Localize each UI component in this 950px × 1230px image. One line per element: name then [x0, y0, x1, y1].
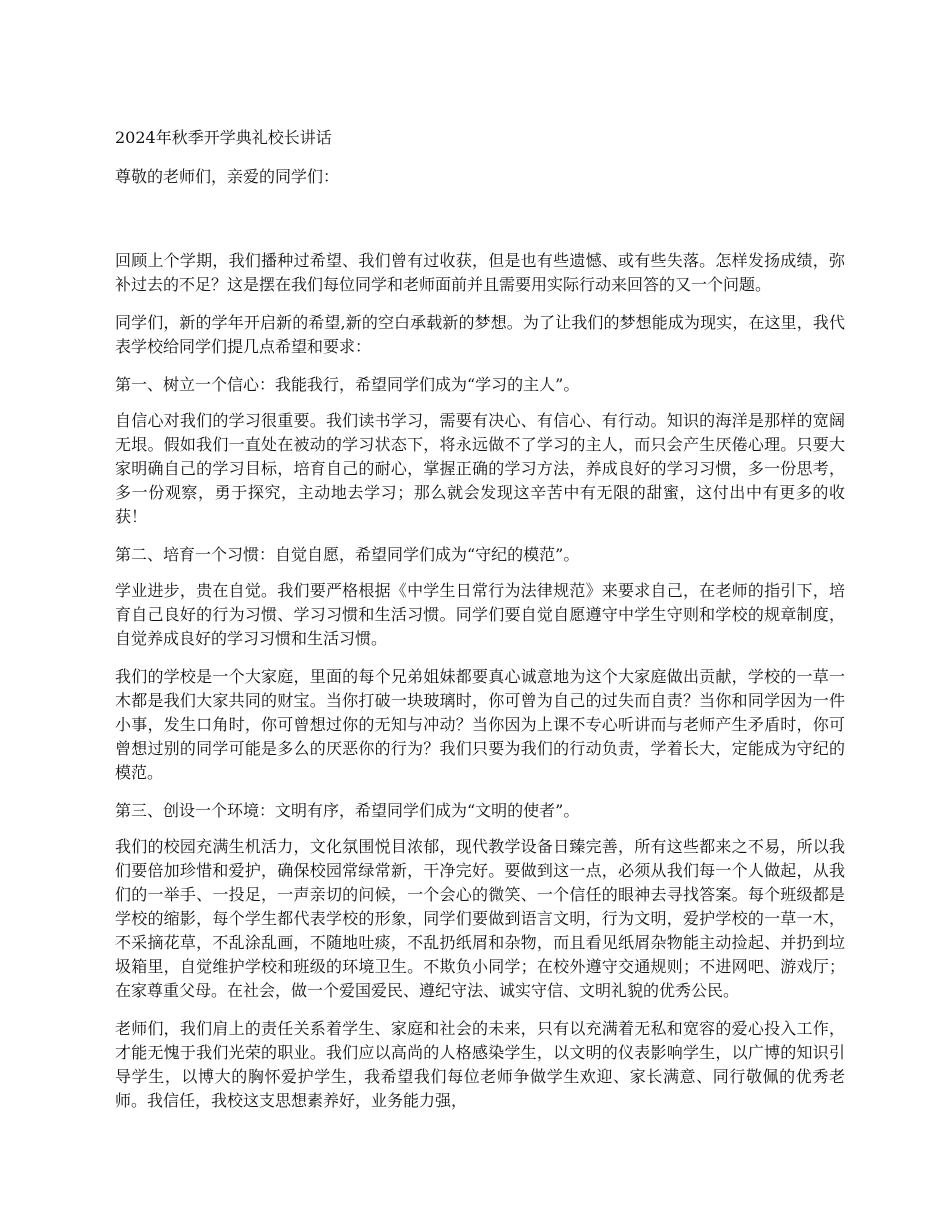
heading-point-two: 第二、培育一个习惯：自觉自愿，希望同学们成为“守纪的模范”。	[115, 545, 580, 564]
paragraph-confidence: 自信心对我们的学习很重要。我们读书学习，需要有决心、有信心、有行动。知识的海洋是那样的宽阔无垠。假如我们一直处在被动的学习状态下，将永远做不了学习的主人，而只会产生厌倦心理。只要大家明确自己的学习目标，培育自己的耐心，掌握正确的学习方法，养成良好的学习习惯，多一份思考，多一份观察，勇于探究，主动地去学习；那么就会发现这辛苦中有无限的甜蜜，这付出中有更多的收获！	[115, 411, 845, 526]
paragraph-self-discipline: 学业进步，贵在自觉。我们要严格根据《中学生日常行为法律规范》来要求自己，在老师的指引下，培育自己良好的行为习惯、学习习惯和生活习惯。同学们要自觉自愿遵守中学生守则和学校的规章制度，自觉养成良好的学习习惯和生活习惯。	[115, 581, 845, 648]
paragraph-review: 回顾上个学期，我们播种过希望、我们曾有过收获，但是也有些遗憾、或有些失落。怎样发扬成绩，弥补过去的不足？这是摆在我们每位同学和老师面前并且需要用实际行动来回答的又一个问题。	[115, 251, 845, 294]
paragraph-school-family: 我们的学校是一个大家庭，里面的每个兄弟姐妹都要真心诚意地为这个大家庭做出贡献，学校的一草一木都是我们大家共同的财宝。当你打破一块玻璃时，你可曾为自己的过失而自责？当你和同学因为一件小事，发生口角时，你可曾想过你的无知与冲动？当你因为上课不专心听讲而与老师产生矛盾时，你可曾想过别的同学可能是多么的厌恶你的行为？我们只要为我们的行动负责，学着长大，定能成为守纪的模范。	[115, 667, 845, 782]
paragraph-teachers: 老师们，我们肩上的责任关系着学生、家庭和社会的未来，只有以充满着无私和宽容的爱心投入工作，才能无愧于我们光荣的职业。我们应以高尚的人格感染学生，以文明的仪表影响学生，以广博的知识引导学生，以博大的胸怀爱护学生，我希望我们每位老师争做学生欢迎、家长满意、同行敬佩的优秀老师。我信任，我校这支思想素养好，业务能力强，	[115, 1019, 845, 1110]
heading-point-three: 第三、创设一个环境：文明有序，希望同学们成为“文明的使者”。	[115, 801, 580, 820]
document-page	[115, 126, 845, 1127]
paragraph-new-year: 同学们，新的学年开启新的希望,新的空白承载新的梦想。为了让我们的梦想能成为现实，在这里，我代表学校给同学们提几点希望和要求：	[115, 313, 845, 356]
paragraph-environment: 我们的校园充满生机活力，文化氛围悦目浓郁，现代教学设备日臻完善，所有这些都来之不易，所以我们要倍加珍惜和爱护，确保校园常绿常新，干净完好。要做到这一点，必须从我们每一个人做起，从我们的一举手、一投足，一声亲切的问候，一个会心的微笑、一个信任的眼神去寻找答案。每个班级都是学校的缩影，每个学生都代表学校的形象，同学们要做到语言文明，行为文明，爱护学校的一草一木，不采摘花草，不乱涂乱画，不随地吐痰，不乱扔纸屑和杂物，而且看见纸屑杂物能主动捡起、并扔到垃圾箱里，自觉维护学校和班级的环境卫生。不欺负小同学；在校外遵守交通规则；不进网吧、游戏厅；在家尊重父母。在社会，做一个爱国爱民、遵纪守法、诚实守信、文明礼貌的优秀公民。	[115, 837, 845, 1000]
heading-point-one: 第一、树立一个信心：我能我行，希望同学们成为“学习的主人”。	[115, 375, 580, 394]
document-title: 2024年秋季开学典礼校长讲话	[115, 128, 332, 147]
greeting: 尊敬的老师们，亲爱的同学们：	[115, 167, 340, 186]
